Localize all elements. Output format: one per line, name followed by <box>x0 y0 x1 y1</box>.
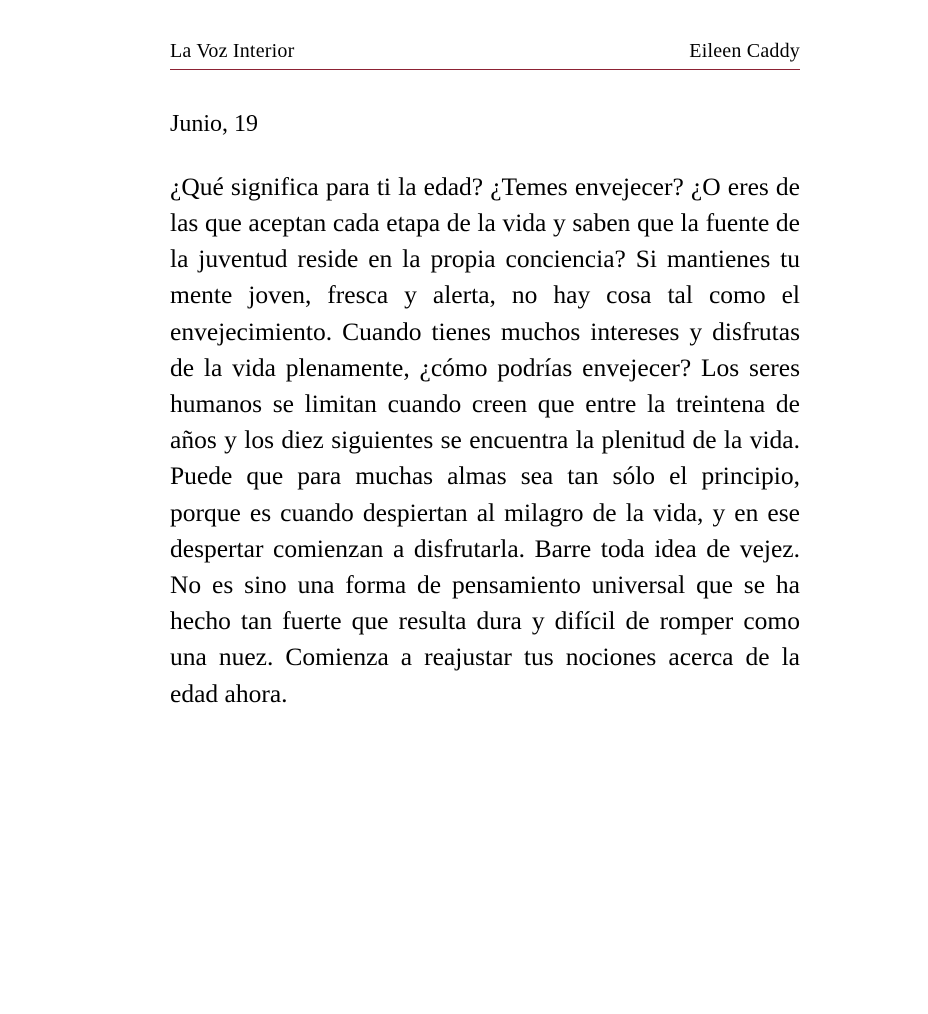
page-content <box>170 40 800 712</box>
entry-date: Junio, 19 <box>170 111 259 137</box>
entry-body-text: ¿Qué significa para ti la edad? ¿Temes envejecer? ¿O eres de las que aceptan cada etapa de la vida y saben que la fuente de la juventud reside en la propia conciencia? Si mantienes tu mente joven, fresca y alerta, no hay cosa tal como el envejecimiento. Cuando tienes muchos intereses y disfrutas de la vida plenamente, ¿cómo podrías envejecer? Los seres humanos se limitan cuando creen que entre la treintena de años y los diez siguientes se encuentra la plenitud de la vida. Puede que para muchas almas sea tan sólo el principio, porque es cuando despiertan al milagro de la vida, y en ese despertar comienzan a disfrutarla. Barre toda idea de vejez. No es sino una forma de pensamiento universal que se ha hecho tan fuerte que resulta dura y difícil de romper como una nuez. Comienza a reajustar tus nociones acerca de la edad ahora. <box>170 171 800 708</box>
running-head <box>170 40 800 70</box>
author-name: Eileen Caddy <box>689 40 800 62</box>
book-title: La Voz Interior <box>170 40 295 62</box>
